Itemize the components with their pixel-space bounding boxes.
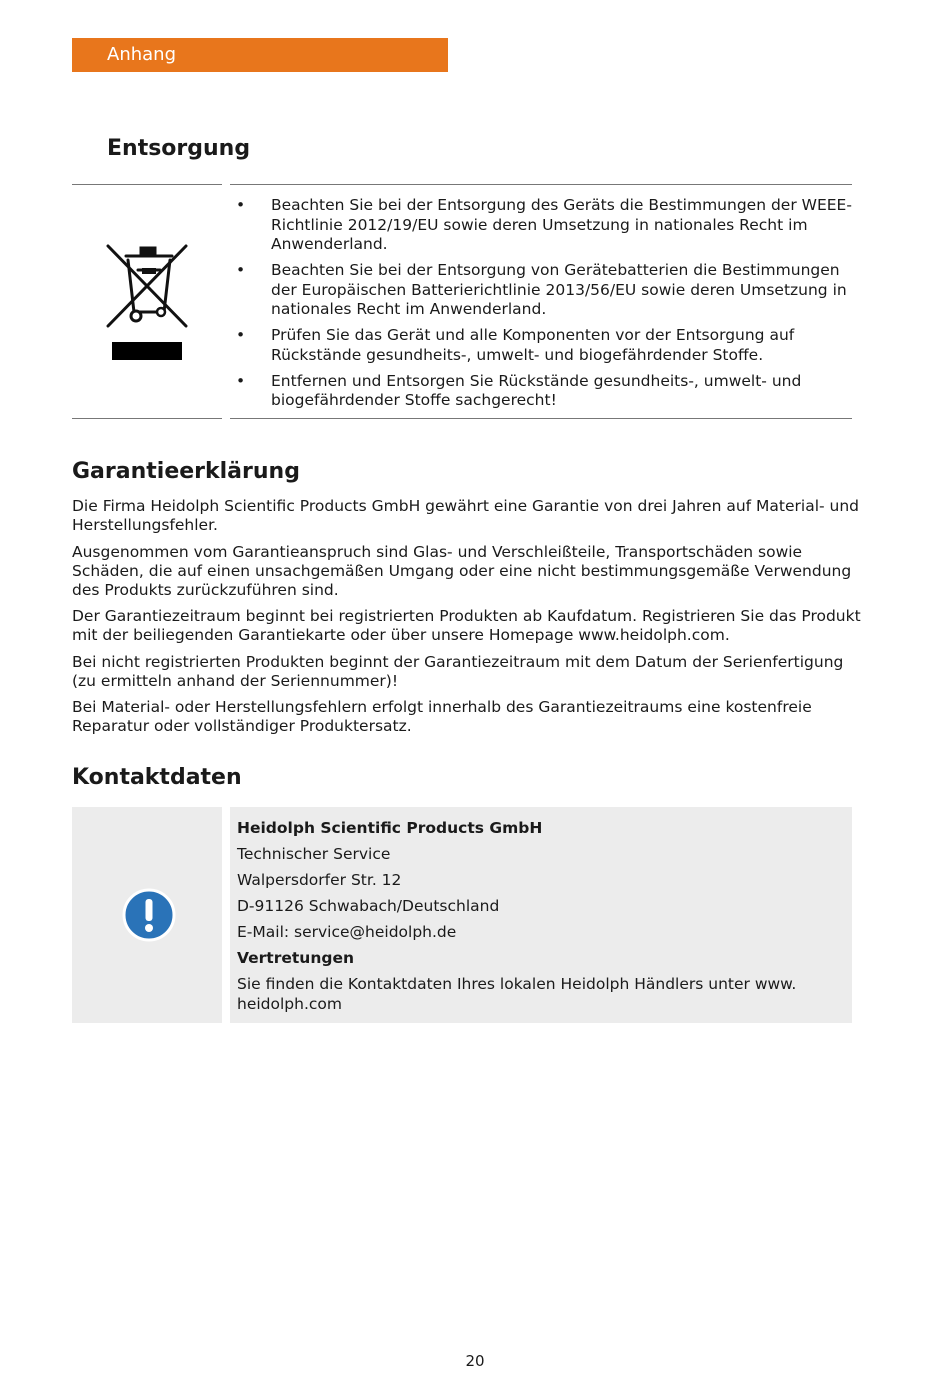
- contact-street: Walpersdorfer Str. 12: [237, 871, 402, 889]
- warranty-title: Garantieerklärung: [72, 459, 300, 484]
- contact-department: Technischer Service: [237, 845, 391, 863]
- representatives-title: Vertretungen: [237, 949, 354, 967]
- info-exclamation-icon: [122, 888, 176, 942]
- contact-title: Kontaktdaten: [72, 765, 242, 790]
- disposal-bullet-list: [236, 196, 852, 417]
- page-number: 20: [465, 1352, 485, 1370]
- section-header: Anhang: [72, 38, 448, 72]
- warranty-paragraph: Der Garantiezeitraum beginnt bei registrierten Produkten ab Kaufdatum. Registrieren Sie das Produkt mit der beiliegenden Garantiekarte oder über unsere Homepage www.heidolph.com.: [72, 607, 861, 644]
- disposal-top-rule-right: [230, 184, 852, 185]
- contact-email: E-Mail: service@heidolph.de: [237, 923, 457, 941]
- disposal-bottom-rule-right: [230, 418, 852, 419]
- list-item: • Prüfen Sie das Gerät und alle Komponenten vor der Entsorgung auf Rückstände gesundheits-, umwelt- und biogefährdender Stoffe.: [236, 326, 795, 364]
- warranty-paragraph: Bei Material- oder Herstellungsfehlern erfolgt innerhalb des Garantiezeitraums eine kostenfreie Reparatur oder vollständiger Produktersatz.: [72, 698, 812, 735]
- disposal-title: Entsorgung: [107, 136, 251, 161]
- disposal-bottom-rule-left: [72, 418, 222, 419]
- list-item: • Entfernen und Entsorgen Sie Rückstände gesundheits-, umwelt- und biogefährdender Stoffe sachgerecht!: [236, 371, 802, 409]
- contact-city: D-91126 Schwabach/Deutschland: [237, 897, 500, 915]
- list-item: • Beachten Sie bei der Entsorgung von Gerätebatterien die Bestimmungen der Europäischen Batterierichtlinie 2013/56/EU sowie deren Umsetzung in nationales Recht im Anwenderland.: [236, 261, 847, 318]
- warranty-paragraph: Ausgenommen vom Garantieanspruch sind Glas- und Verschleißteile, Transportschäden sowie Schäden, die auf einen unsachgemäßen Umgang oder eine nicht bestimmungsgemäße Verwendung des Produkts zurückzuführen sind.: [72, 543, 852, 599]
- crossed-out-wheelie-bin-icon: [106, 242, 190, 362]
- warranty-paragraph: Bei nicht registrierten Produkten beginnt der Garantiezeitraum mit dem Datum der Serienfertigung (zu ermitteln anhand der Seriennummer)!: [72, 653, 844, 690]
- list-item: • Beachten Sie bei der Entsorgung des Geräts die Bestimmungen der WEEE-Richtlinie 2012/19/EU sowie deren Umsetzung in nationales Recht im Anwenderland.: [236, 196, 852, 253]
- disposal-top-rule-left: [72, 184, 222, 185]
- warranty-paragraph: Die Firma Heidolph Scientific Products GmbH gewährt eine Garantie von drei Jahren auf Material- und Herstellungsfehler.: [72, 497, 860, 534]
- representatives-text: Sie finden die Kontaktdaten Ihres lokalen Heidolph Händlers unter www. heidolph.com: [237, 975, 797, 1013]
- contact-company: Heidolph Scientific Products GmbH: [237, 819, 543, 837]
